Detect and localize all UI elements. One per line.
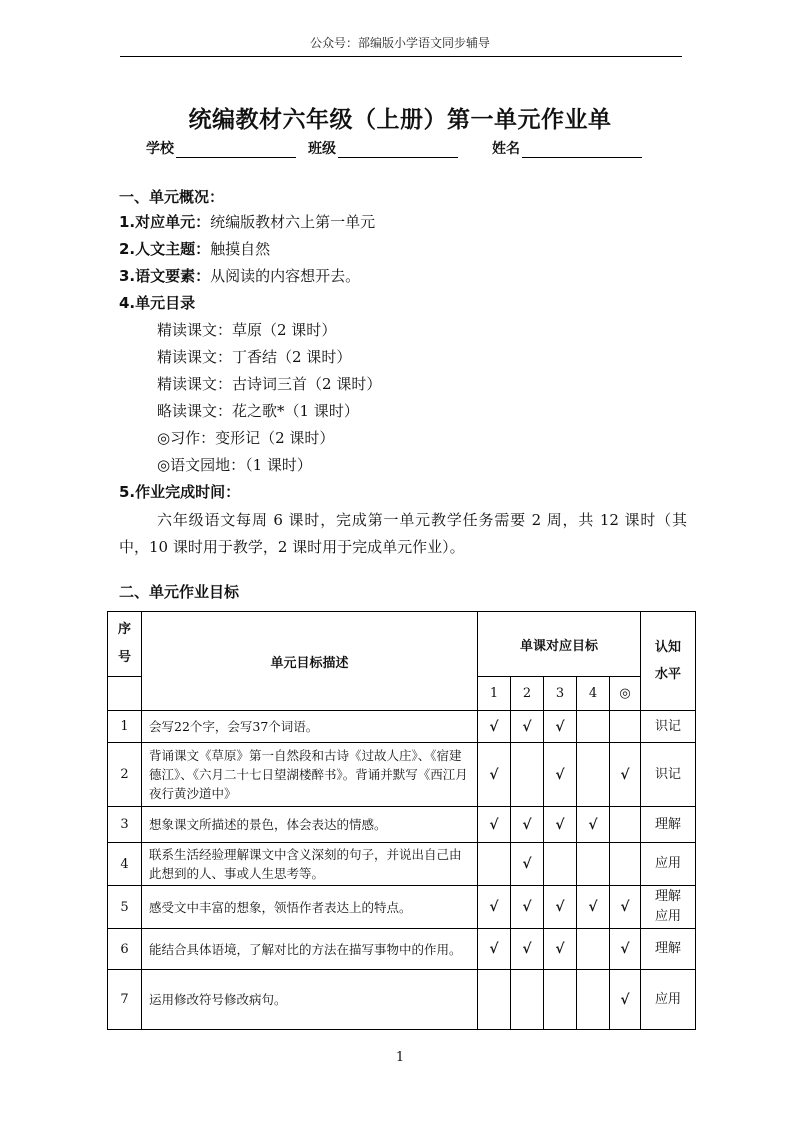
check-cell bbox=[610, 711, 641, 743]
row-description: 联系生活经验理解课文中含义深刻的句子，并说出自己由此想到的人、事或人生思考等。 bbox=[142, 843, 478, 886]
row-description: 感受文中丰富的想象，领悟作者表达上的特点。 bbox=[142, 886, 478, 929]
catalog-item: ◎习作：变形记（2 课时） bbox=[157, 429, 335, 447]
check-mark: √ bbox=[522, 941, 532, 957]
table-row bbox=[108, 711, 696, 743]
check-mark: √ bbox=[489, 718, 499, 735]
catalog-heading bbox=[119, 291, 195, 315]
header-level: 认知水平 bbox=[641, 612, 696, 711]
row-number: 5 bbox=[108, 886, 142, 929]
subcol-3: 3 bbox=[544, 677, 577, 711]
check-cell bbox=[577, 970, 610, 1030]
check-cell bbox=[478, 743, 511, 807]
row-level: 理解 bbox=[641, 807, 696, 843]
check-cell bbox=[478, 929, 511, 970]
row-level: 应用 bbox=[641, 970, 696, 1030]
catalog-item: 略读课文：花之歌*（1 课时） bbox=[157, 402, 359, 420]
check-mark: √ bbox=[555, 899, 565, 915]
subcol-2: 2 bbox=[511, 677, 544, 711]
document-title: 统编教材六年级（上册）第一单元作业单 bbox=[188, 107, 612, 133]
check-mark: √ bbox=[555, 766, 565, 783]
table-row bbox=[108, 929, 696, 970]
header-rule bbox=[120, 56, 682, 57]
check-mark: √ bbox=[522, 856, 532, 872]
check-mark: √ bbox=[588, 816, 598, 833]
unit-value: 统编版教材六上第一单元 bbox=[210, 213, 376, 231]
page-number: 1 bbox=[395, 1050, 405, 1065]
row-number: 3 bbox=[108, 807, 142, 843]
check-cell bbox=[511, 807, 544, 843]
check-cell bbox=[577, 886, 610, 929]
section2-heading: 二、单元作业目标 bbox=[119, 583, 240, 601]
check-cell bbox=[478, 886, 511, 929]
table-row bbox=[108, 970, 696, 1030]
check-cell bbox=[610, 807, 641, 843]
check-mark: √ bbox=[555, 941, 565, 957]
table-row bbox=[108, 807, 696, 843]
check-cell bbox=[577, 807, 610, 843]
check-cell bbox=[511, 929, 544, 970]
table-row bbox=[108, 886, 696, 929]
row-number: 2 bbox=[108, 743, 142, 807]
check-mark: √ bbox=[620, 899, 630, 915]
row-description: 能结合具体语境，了解对比的方法在描写事物中的作用。 bbox=[142, 929, 478, 970]
name-label: 姓名 bbox=[492, 141, 520, 157]
check-cell bbox=[544, 970, 577, 1030]
row-level: 理解 bbox=[641, 929, 696, 970]
catalog-label: 4.单元目录 bbox=[119, 294, 196, 312]
name-field[interactable] bbox=[492, 138, 642, 158]
check-cell bbox=[610, 929, 641, 970]
check-cell bbox=[544, 886, 577, 929]
header-no-blank bbox=[108, 677, 142, 711]
check-cell bbox=[478, 843, 511, 886]
catalog-item: ◎语文园地：（1 课时） bbox=[157, 456, 312, 474]
check-cell bbox=[577, 711, 610, 743]
subcol-4: 4 bbox=[577, 677, 610, 711]
check-mark: √ bbox=[489, 941, 499, 957]
check-cell bbox=[544, 807, 577, 843]
unit-label: 1.对应单元： bbox=[119, 213, 211, 231]
catalog-item: 精读课文：草原（2 课时） bbox=[157, 321, 337, 339]
check-cell bbox=[544, 711, 577, 743]
check-cell bbox=[511, 743, 544, 807]
class-blank[interactable] bbox=[338, 142, 458, 158]
check-cell bbox=[610, 886, 641, 929]
check-cell bbox=[478, 970, 511, 1030]
check-mark: √ bbox=[522, 816, 532, 833]
row-level: 识记 bbox=[641, 743, 696, 807]
table-row bbox=[108, 843, 696, 886]
check-cell bbox=[511, 970, 544, 1030]
row-number: 7 bbox=[108, 970, 142, 1030]
check-cell bbox=[544, 843, 577, 886]
subcol-1: 1 bbox=[478, 677, 511, 711]
check-cell bbox=[478, 807, 511, 843]
unit-line bbox=[119, 210, 375, 234]
element-value: 从阅读的内容想开去。 bbox=[210, 267, 361, 285]
school-field[interactable] bbox=[146, 138, 296, 158]
table-row bbox=[108, 743, 696, 807]
check-mark: √ bbox=[489, 766, 499, 783]
school-blank[interactable] bbox=[176, 142, 296, 158]
section1-heading: 一、单元概况： bbox=[119, 188, 225, 206]
element-label: 3.语文要素： bbox=[119, 267, 211, 285]
subcol-special: ◎ bbox=[610, 677, 641, 711]
theme-label: 2.人文主题： bbox=[119, 240, 211, 258]
row-description: 想象课文所描述的景色，体会表达的情感。 bbox=[142, 807, 478, 843]
theme-line bbox=[119, 237, 270, 261]
check-mark: √ bbox=[489, 816, 499, 833]
name-blank[interactable] bbox=[522, 142, 642, 158]
check-mark: √ bbox=[522, 899, 532, 915]
catalog-item: 精读课文：丁香结（2 课时） bbox=[157, 348, 352, 366]
check-cell bbox=[577, 843, 610, 886]
header-desc: 单元目标描述 bbox=[142, 612, 478, 711]
check-mark: √ bbox=[555, 718, 565, 735]
class-field[interactable] bbox=[308, 138, 458, 158]
header-group: 单课对应目标 bbox=[478, 612, 641, 677]
row-number: 6 bbox=[108, 929, 142, 970]
check-cell bbox=[478, 711, 511, 743]
check-cell bbox=[610, 970, 641, 1030]
check-cell bbox=[544, 929, 577, 970]
page-header: 公众号：部编版小学语文同步辅导 bbox=[309, 36, 490, 50]
check-cell bbox=[511, 886, 544, 929]
check-mark: √ bbox=[588, 899, 598, 915]
goals-table bbox=[107, 611, 696, 1030]
header-no: 序号 bbox=[108, 612, 142, 677]
time-paragraph: 六年级语文每周 6 课时，完成第一单元教学任务需要 2 周，共 12 课时（其中，10 课时用于教学，2 课时用于完成单元作业）。 bbox=[119, 511, 687, 556]
row-number: 1 bbox=[108, 711, 142, 743]
row-description: 会写22个字，会写37个词语。 bbox=[142, 711, 478, 743]
catalog-item: 精读课文：古诗词三首（2 课时） bbox=[157, 375, 382, 393]
check-cell bbox=[610, 843, 641, 886]
check-cell bbox=[511, 711, 544, 743]
row-description: 背诵课文《草原》第一自然段和古诗《过故人庄》、《宿建德江》、《六月二十七日望湖楼醉书》。背诵并默写《西江月 夜行黄沙道中》 bbox=[142, 743, 478, 807]
check-mark: √ bbox=[555, 816, 565, 833]
row-description: 运用修改符号修改病句。 bbox=[142, 970, 478, 1030]
time-heading bbox=[119, 480, 240, 504]
check-cell bbox=[577, 929, 610, 970]
class-label: 班级 bbox=[308, 141, 336, 157]
check-mark: √ bbox=[620, 941, 630, 957]
school-label: 学校 bbox=[146, 141, 174, 157]
check-mark: √ bbox=[620, 766, 630, 783]
element-line bbox=[119, 264, 360, 288]
theme-value: 触摸自然 bbox=[210, 240, 271, 258]
check-mark: √ bbox=[620, 991, 630, 1008]
check-cell bbox=[577, 743, 610, 807]
check-cell bbox=[511, 843, 544, 886]
row-level: 识记 bbox=[641, 711, 696, 743]
time-label: 5.作业完成时间： bbox=[119, 483, 241, 501]
row-level: 理解应用 bbox=[641, 886, 696, 929]
row-level: 应用 bbox=[641, 843, 696, 886]
check-mark: √ bbox=[489, 899, 499, 915]
check-cell bbox=[610, 743, 641, 807]
check-cell bbox=[544, 743, 577, 807]
check-mark: √ bbox=[522, 718, 532, 735]
row-number: 4 bbox=[108, 843, 142, 886]
